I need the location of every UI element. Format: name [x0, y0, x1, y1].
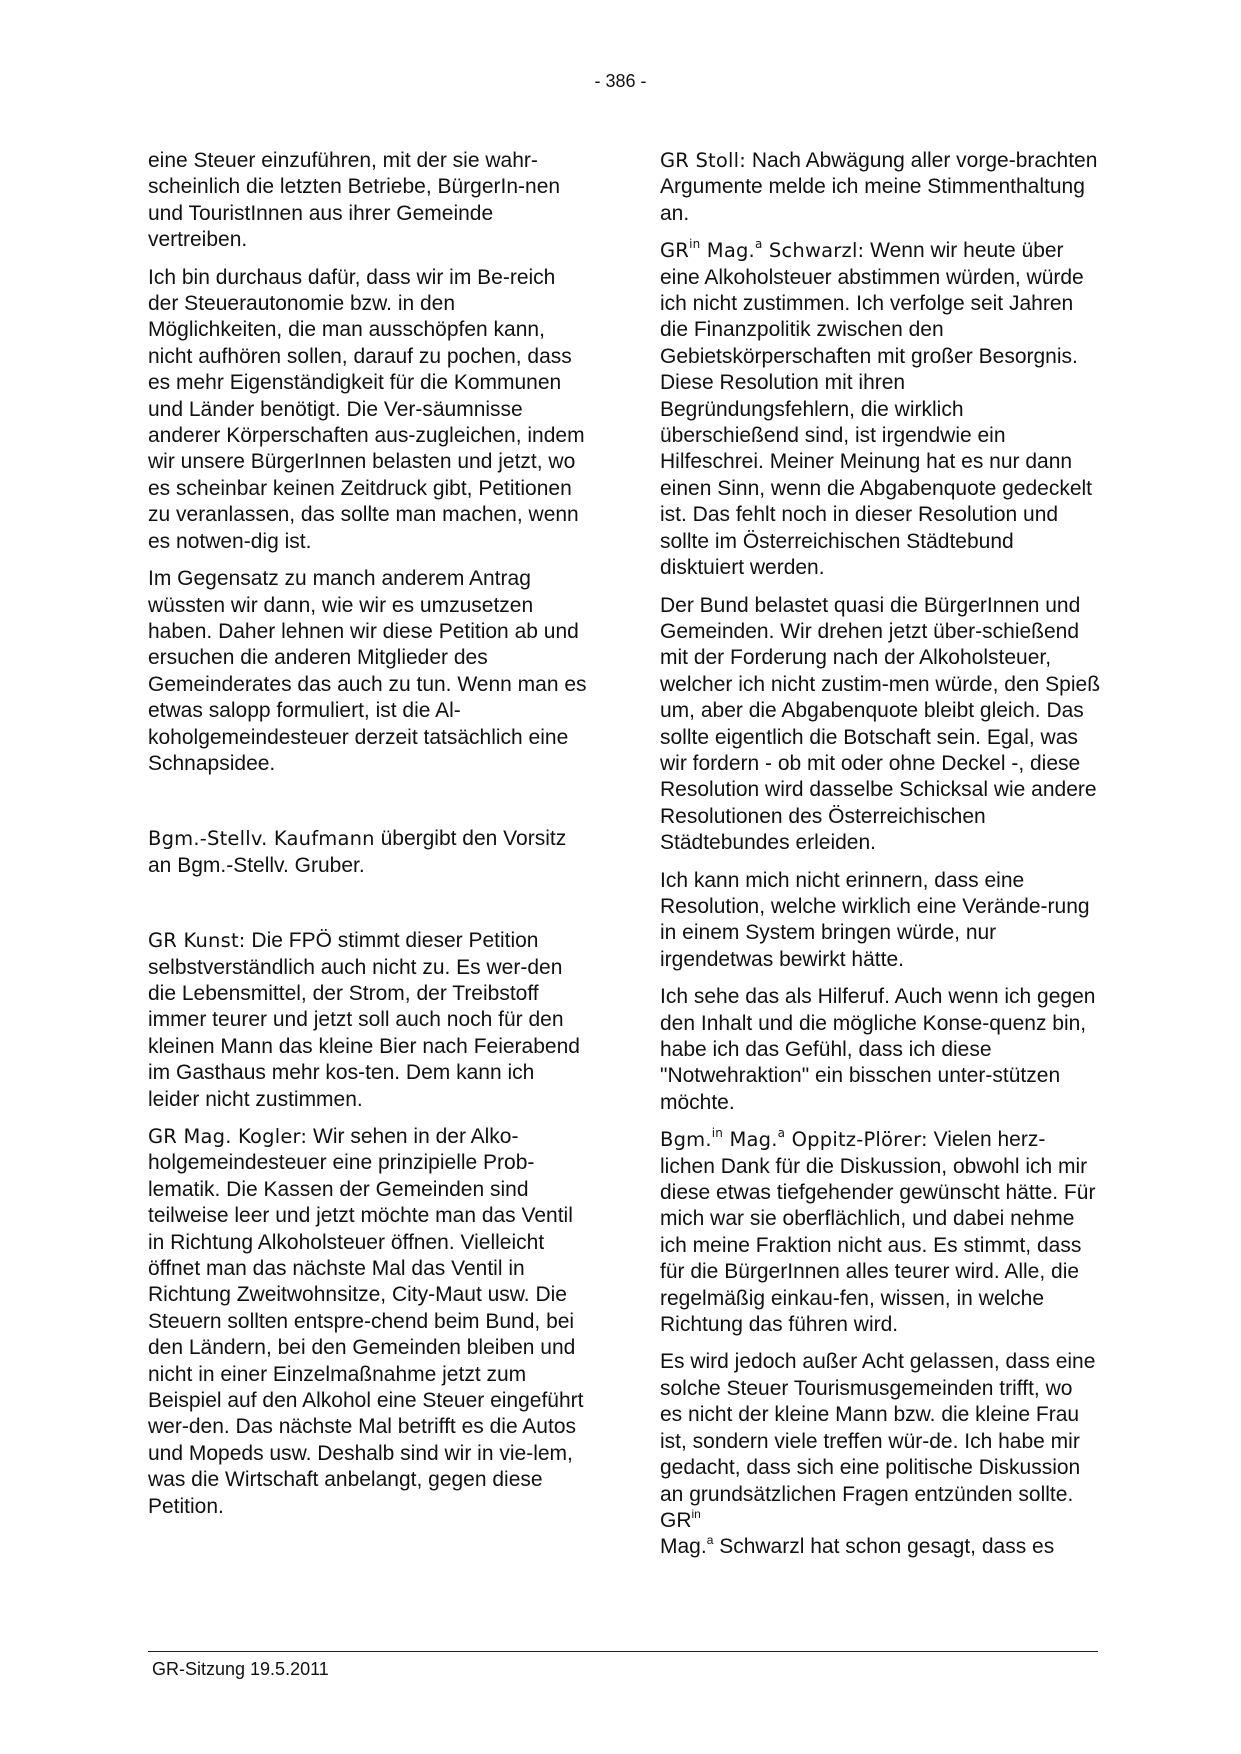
paragraph-text: Es wird jedoch außer Acht gelassen, dass eine solche Steuer Tourismusgemeinden trifft, wo es nicht der kleine Mann bzw. die kleine Frau ist, sondern viele treffen wür-de. Ich habe mir gedacht, dass sich eine politische Diskussion an grundsätzlichen Fragen entzünden sollte. GR [660, 1350, 1096, 1532]
speaker-title: GR [660, 239, 690, 263]
page-number: - 386 - [594, 71, 647, 91]
paragraph-text: Vielen herz-lichen Dank für die Diskussion, obwohl ich mir diese etwas tiefgehender gewünscht hätte. Für mich war sie oberflächlich, und dabei nehme ich meine Fraktion nicht aus. Es stimmt, dass für die BürgerInnen alles teurer wird. Alle, die regelmäßig einkau-fen, wissen, in welche Richtung das führen wird. [660, 1128, 1096, 1337]
footer-session-label: GR-Sitzung 19.5.2011 [152, 1659, 329, 1679]
paragraph-text: Schwarzl hat schon gesagt, dass es [713, 1535, 1055, 1559]
right-column [660, 148, 1100, 1572]
footer-divider [148, 1651, 1098, 1652]
paragraph: Ich sehe das als Hilferuf. Auch wenn ich gegen den Inhalt und die mögliche Konse-quenz bin, habe ich das Gefühl, dass ich diese "Notwehraktion" ein bisschen unter-stützen möchte. [660, 985, 1096, 1114]
superscript: in [711, 1126, 724, 1141]
paragraph-text: Wenn wir heute über eine Alkoholsteuer abstimmen würden, würde ich nicht zustimmen. Ich verfolge seit Jahren die Finanzpolitik zwischen den Gebietskörperschaften mit großer Besorgnis. Diese Resolution mit ihren Begründungsfehlern, die wirklich überschießend sind, ist irgendwie ein Hilfeschrei. Meiner Meinung hat es nur dann einen Sinn, wenn die Abgabenquote gedeckelt ist. Das fehlt noch in dieser Resolution und sollte im Österreichischen Städtebund disktuiert werden. [660, 239, 1093, 580]
speech-paragraph [660, 238, 1100, 581]
paragraph: Der Bund belastet quasi die BürgerInnen und Gemeinden. Wir drehen jetzt über-schießend mit der Forderung nach der Alkoholsteuer, welcher ich nicht zustim-men würde, den Spieß um, aber die Abgabenquote bleibt gleich. Das sollte eigentlich die Botschaft sein. Egal, was wir fordern - ob mit oder ohne Deckel -, diese Resolution wird dasselbe Schicksal wie andere Resolutionen des Österreichischen Städtebundes erleiden. [660, 593, 1101, 855]
paragraph: Im Gegensatz zu manch anderem Antrag wüssten wir dann, wie wir es umzusetzen haben. Daher lehnen wir diese Petition ab und ersuchen die anderen Mitglieder des Gemeinderates das auch zu tun. Wenn man es etwas salopp formuliert, ist die Al-koholgemeindesteuer derzeit tatsächlich eine Schnapsidee. [148, 567, 587, 775]
speaker-name [660, 239, 864, 262]
paragraph: eine Steuer einzuführen, mit der sie wahr-scheinlich die letzten Betriebe, BürgerIn-nen und TouristInnen aus ihrer Gemeinde vertreiben. [148, 149, 561, 252]
paragraph: Ich kann mich nicht erinnern, dass eine Resolution, welche wirklich eine Verände-rung in einem System bringen würde, nur irgendetwas bewirkt hätte. [660, 868, 1090, 971]
speaker-name: Bgm.-Stellv. Kaufmann [148, 827, 375, 851]
speaker-surname: Oppitz-Plörer: [785, 1128, 928, 1152]
speech-paragraph [660, 1127, 1100, 1338]
paragraph-text: Wir sehen in der Alko-holgemeindesteuer eine prinzipielle Prob-lematik. Die Kassen der Gemeinden sind teilweise leer und jetzt möchte man das Ventil in Richtung Alkoholsteuer öffnen. Vielleicht öffnet man das nächste Mal das Ventil in Richtung Zweitwohnsitze, City-Maut usw. Die Steuern sollten entspre-chend beim Bund, bei den Ländern, bei den Gemeinden bleiben und nicht in einer Einzelmaßnahme jetzt zum Beispiel auf den Alkohol eine Steuer eingeführt wer-den. Das nächste Mal betrifft es die Autos und Mopeds usw. Deshalb sind wir in vie-lem, was die Wirtschaft anbelangt, gegen diese Petition. [148, 1125, 584, 1518]
left-column [148, 148, 588, 1531]
paragraph-text: Die FPÖ stimmt dieser Petition selbstverständlich auch nicht zu. Es wer-den die Lebensmittel, der Strom, der Treibstoff immer teurer und jetzt soll auch noch für den kleinen Mann das kleine Bier nach Feierabend im Gasthaus mehr kos-ten. Dem kann ich leider nicht zustimmen. [148, 929, 580, 1111]
paragraph-text: Nach Abwägung aller vorge-brachten Argumente melde ich meine Stimmenthaltung an. [660, 149, 1098, 225]
paragraph-text: Mag. [660, 1535, 707, 1559]
speaker-surname: Schwarzl: [762, 239, 865, 263]
speech-paragraph [148, 1124, 588, 1520]
speaker-name: GR Kunst: [148, 929, 246, 953]
speaker-name: GR Stoll: [660, 149, 747, 172]
superscript: a [706, 1533, 714, 1548]
speaker-title: Mag. [700, 239, 755, 263]
superscript: a [777, 1126, 786, 1141]
speech-paragraph [148, 928, 588, 1113]
superscript: in [689, 237, 701, 252]
superscript: a [754, 237, 763, 252]
speaker-name [660, 1128, 928, 1151]
speech-paragraph [660, 148, 1100, 227]
paragraph: Ich bin durchaus dafür, dass wir im Be-reich der Steuerautonomie bzw. in den Möglichkeiten, die man ausschöpfen kann, nicht aufhören sollen, darauf zu pochen, dass es mehr Eigenständigkeit für die Kommunen und Länder benötigt. Die Ver-säumnisse anderer Körperschaften aus-zugleichen, indem wir unsere BürgerInnen belasten und jetzt, wo es scheinbar keinen Zeitdruck gibt, Petitionen zu veranlassen, das sollte man machen, wenn es notwen-dig ist. [148, 265, 585, 553]
chair-handover-note [148, 826, 588, 879]
speaker-name: GR Mag. Kogler: [148, 1125, 308, 1148]
paragraph [660, 1349, 1100, 1560]
superscript: in [691, 1506, 701, 1521]
speaker-title: Mag. [723, 1128, 778, 1152]
paragraph-text: übergibt den Vorsitz an Bgm.-Stellv. Gruber. [148, 827, 567, 877]
speaker-title: Bgm. [660, 1128, 712, 1152]
